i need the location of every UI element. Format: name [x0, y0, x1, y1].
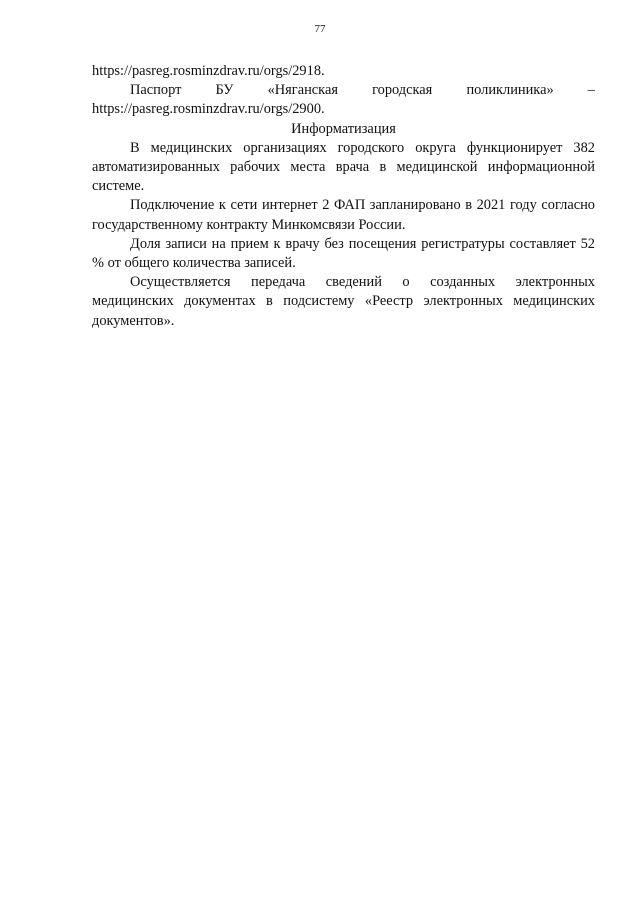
document-body [92, 62, 595, 331]
passport-paragraph: Паспорт БУ «Няганская городская поликлиника» – [130, 82, 595, 99]
paragraph-appointments: Доля записи на прием к врачу без посещения регистратуры составляет 52 % от общего количества записей. [92, 235, 595, 272]
paragraph-workstations: В медицинских организациях городского округа функционирует 382 автоматизированных рабочих места врача в медицинской информационной системе. [92, 139, 595, 195]
link-paragraph-2: https://pasreg.rosminzdrav.ru/orgs/2900. [92, 101, 325, 118]
section-heading: Информатизация [291, 120, 396, 137]
page-number: 77 [314, 23, 326, 35]
paragraph-documents: Осуществляется передача сведений о созданных электронных медицинских документах в подсистему «Реестр электронных медицинских документов». [92, 274, 595, 329]
link-paragraph-1: https://pasreg.rosminzdrav.ru/orgs/2918. [92, 63, 325, 79]
paragraph-internet: Подключение к сети интернет 2 ФАП запланировано в 2021 году согласно государственному контракту Минкомсвязи России. [92, 197, 595, 233]
